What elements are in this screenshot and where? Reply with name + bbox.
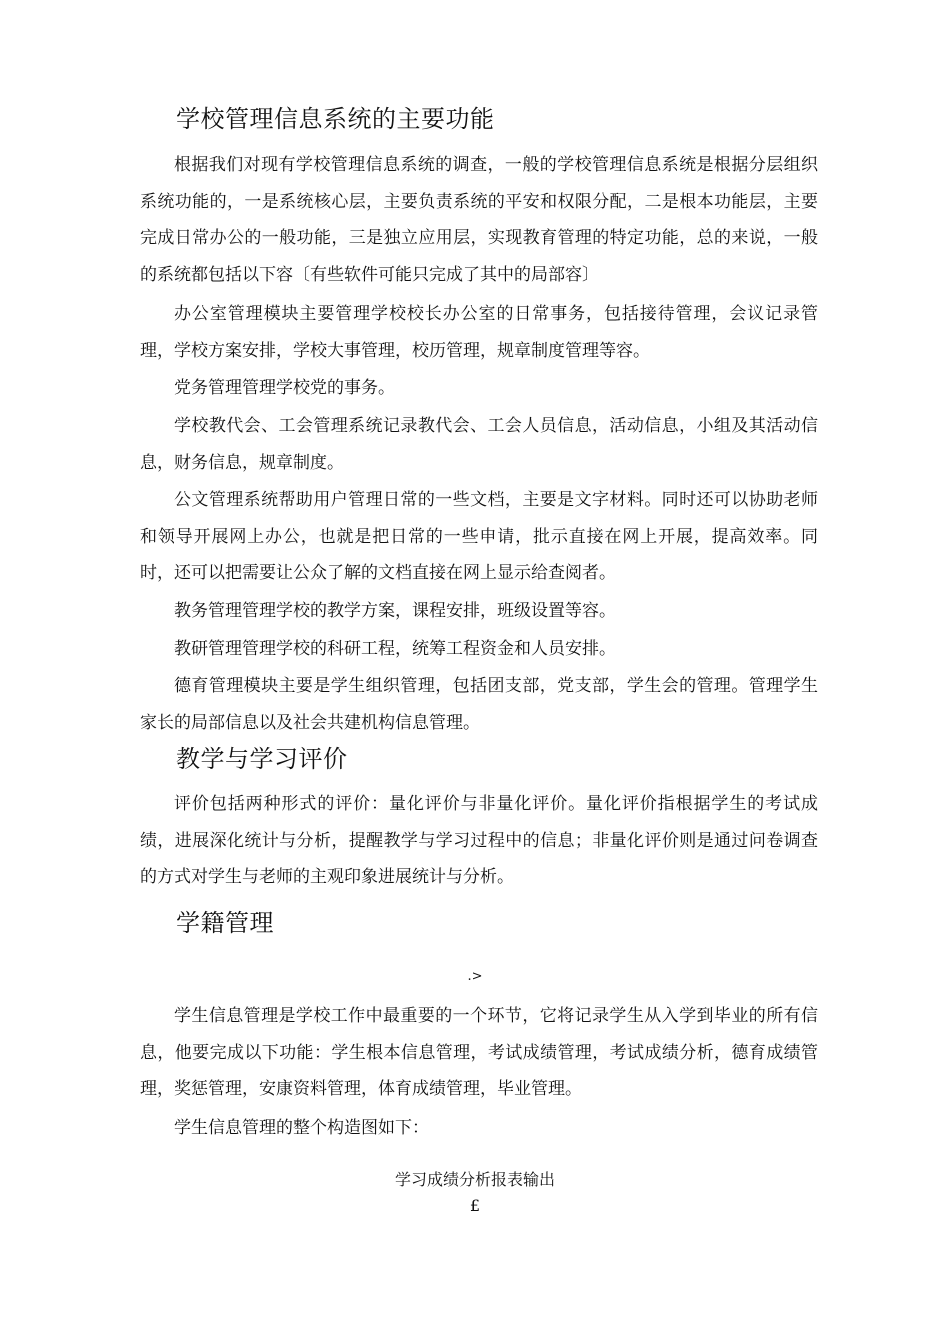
page-marker: .> (467, 969, 483, 984)
diagram-connector-symbol: £ (469, 1196, 481, 1215)
diagram-node-score-report-output: 学习成绩分析报表输出 (394, 1170, 555, 1189)
paragraph-moral-education: 德育管理模块主要是学生组织管理，包括团支部，党支部，学生会的管理。管理学生家长的局部信息以及社会共建机构信息管理。 (140, 676, 818, 733)
paragraph-document-management: 公文管理系统帮助用户管理日常的一些文档，主要是文字材料。同时还可以协助老师和领导开展网上办公，也就是把日常的一些申请，批示直接在网上开展，提高效率。同时，还可以把需要让公众了解的文档直接在网上显示给查阅者。 (140, 490, 818, 583)
paragraph-student-info-management: 学生信息管理是学校工作中最重要的一个环节，它将记录学生从入学到毕业的所有信息，他要完成以下功能：学生根本信息管理，考试成绩管理，考试成绩分析，德育成绩管理，奖惩管理，安康资料管理，体育成绩管理，毕业管理。 (140, 1006, 818, 1099)
paragraph-academic-affairs: 教务管理管理学校的教学方案，课程安排，班级设置等容。 (174, 601, 616, 621)
paragraph-research-management: 教研管理管理学校的科研工程，统筹工程资金和人员安排。 (174, 639, 616, 659)
paragraph-survey-overview: 根据我们对现有学校管理信息系统的调查，一般的学校管理信息系统是根据分层组织系统功能的，一是系统核心层，主要负责系统的平安和权限分配，二是根本功能层，主要完成日常办公的一般功能，三是独立应用层，实现教育管理的特定功能，总的来说，一般的系统都包括以下容〔有些软件可能只完成了其中的局部容〕 (140, 155, 818, 285)
section-heading-school-mis-functions: 学校管理信息系统的主要功能 (176, 105, 495, 133)
section-heading-student-records: 学籍管理 (176, 909, 274, 937)
paragraph-party-affairs: 党务管理管理学校党的事务。 (174, 378, 395, 398)
section-heading-teaching-evaluation: 教学与学习评价 (176, 745, 348, 773)
paragraph-union-management: 学校教代会、工会管理系统记录教代会、工会人员信息，活动信息，小组及其活动信息，财务信息，规章制度。 (140, 416, 818, 473)
paragraph-structure-intro: 学生信息管理的整个构造图如下： (174, 1118, 429, 1138)
paragraph-office-management: 办公室管理模块主要管理学校校长办公室的日常事务，包括接待管理，会议记录管理，学校方案安排，学校大事管理，校历管理，规章制度管理等容。 (140, 304, 818, 361)
paragraph-evaluation: 评价包括两种形式的评价：量化评价与非量化评价。量化评价指根据学生的考试成绩，进展深化统计与分析，提醒教学与学习过程中的信息；非量化评价则是通过问卷调查的方式对学生与老师的主观印象进展统计与分析。 (140, 794, 818, 887)
